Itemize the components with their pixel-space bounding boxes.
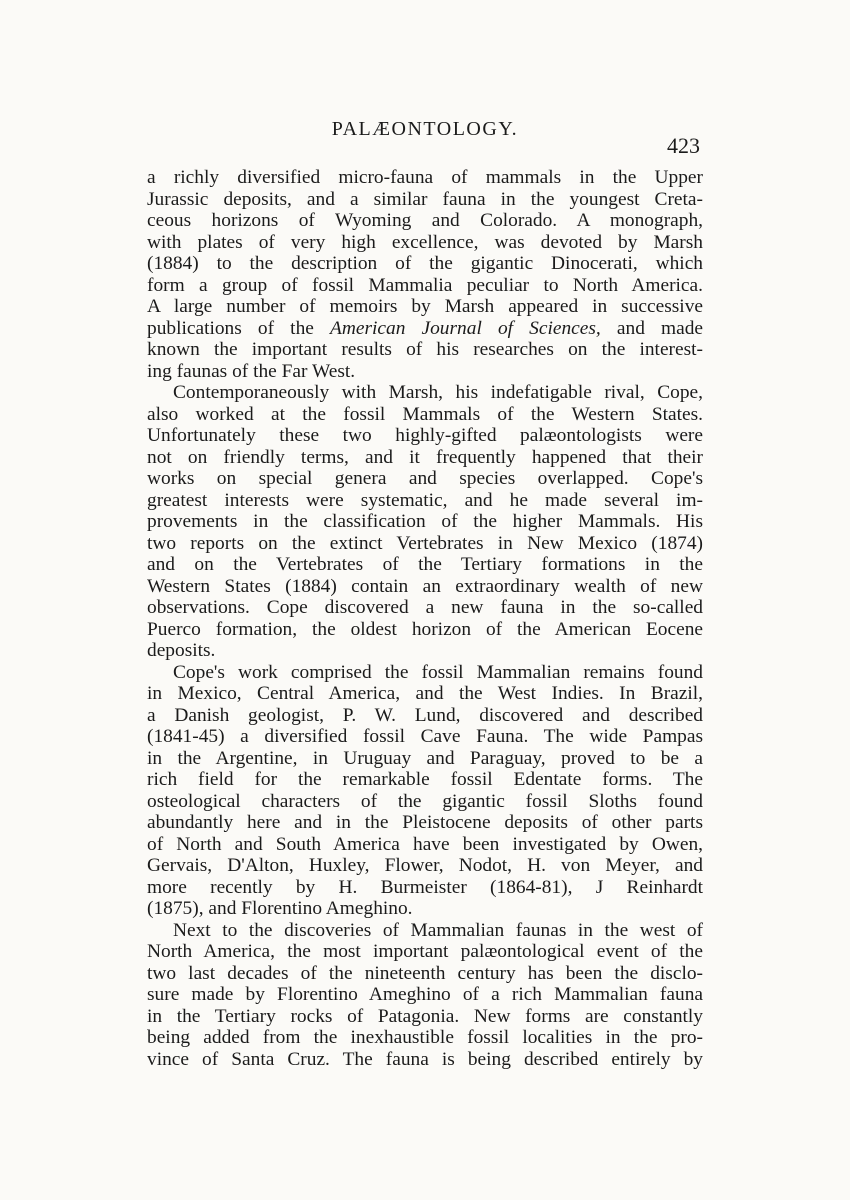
paragraph-start-line: Next to the discoveries of Mammalian faunas in the west of [173, 919, 703, 941]
text-line: A large number of memoirs by Marsh appeared in successive [147, 296, 703, 317]
text-line: rich field for the remarkable fossil Edentate forms. The [147, 769, 703, 790]
page-number: 423 [667, 133, 700, 158]
text-line [147, 318, 703, 340]
text-line: (1841-45) a diversified fossil Cave Fauna. The wide Pampas [147, 726, 703, 747]
text-line: being added from the inexhaustible fossil localities in the pro- [147, 1027, 703, 1048]
journal-title: American Journal of Sciences, [330, 317, 601, 339]
text-line: known the important results of his researches on the interest- [147, 339, 703, 360]
text-line: more recently by H. Burmeister (1864-81), J Reinhardt [147, 876, 703, 898]
text-line: vince of Santa Cruz. The fauna is being described entirely by [147, 1048, 703, 1070]
text-line: of North and South America have been investigated by Owen, [147, 833, 703, 855]
text-line: a richly diversified micro-fauna of mammals in the Upper [147, 167, 703, 188]
text-line: Puerco formation, the oldest horizon of the American Eocene [147, 618, 703, 640]
text-segment: publications of the [147, 317, 330, 339]
text-line: and on the Vertebrates of the Tertiary formations in the [147, 554, 703, 575]
text-line: (1884) to the description of the gigantic Dinocerati, which [147, 253, 703, 274]
text-line: in Mexico, Central America, and the West Indies. In Brazil, [147, 683, 703, 704]
text-line: a Danish geologist, P. W. Lund, discovered and described [147, 704, 703, 726]
text-line: abundantly here and in the Pleistocene deposits of other parts [147, 812, 703, 833]
text-line: also worked at the fossil Mammals of the Western States. [147, 403, 703, 425]
text-segment: and made [600, 317, 703, 339]
text-line: Gervais, D'Alton, Huxley, Flower, Nodot, H. von Meyer, and [147, 855, 703, 876]
body-text [147, 167, 703, 1070]
text-line: two reports on the extinct Vertebrates in New Mexico (1874) [147, 532, 703, 554]
text-line: Unfortunately these two highly-gifted palæontologists were [147, 425, 703, 446]
text-line: osteological characters of the gigantic fossil Sloths found [147, 790, 703, 812]
text-line: ceous horizons of Wyoming and Colorado. A monograph, [147, 210, 703, 231]
text-line: two last decades of the nineteenth century has been the disclo- [147, 962, 703, 984]
text-line: observations. Cope discovered a new fauna in the so-called [147, 597, 703, 618]
text-line: provements in the classification of the higher Mammals. His [147, 511, 703, 532]
text-line: greatest interests were systematic, and he made several im- [147, 489, 703, 511]
text-line: ing faunas of the Far West. [147, 360, 356, 382]
text-line: not on friendly terms, and it frequently happened that their [147, 446, 703, 468]
running-title: PALÆONTOLOGY. [331, 118, 519, 140]
text-line: deposits. [147, 640, 216, 661]
text-line: sure made by Florentino Ameghino of a rich Mammalian fauna [147, 984, 703, 1005]
text-line: with plates of very high excellence, was devoted by Marsh [147, 231, 703, 253]
text-line: in the Argentine, in Uruguay and Paraguay, proved to be a [147, 747, 703, 769]
paragraph-start-line: Cope's work comprised the fossil Mammalian remains found [173, 661, 703, 683]
text-line: (1875), and Florentino Ameghino. [147, 898, 413, 919]
text-line: in the Tertiary rocks of Patagonia. New forms are constantly [147, 1005, 703, 1027]
text-line: form a group of fossil Mammalia peculiar to North America. [147, 274, 703, 296]
text-line: North America, the most important palæontological event of the [147, 941, 703, 962]
text-line: Jurassic deposits, and a similar fauna in the youngest Creta- [147, 188, 703, 210]
paragraph-start-line: Contemporaneously with Marsh, his indefatigable rival, Cope, [173, 382, 703, 403]
text-line: works on special genera and species overlapped. Cope's [147, 468, 703, 489]
text-line: Western States (1884) contain an extraordinary wealth of new [147, 575, 703, 597]
